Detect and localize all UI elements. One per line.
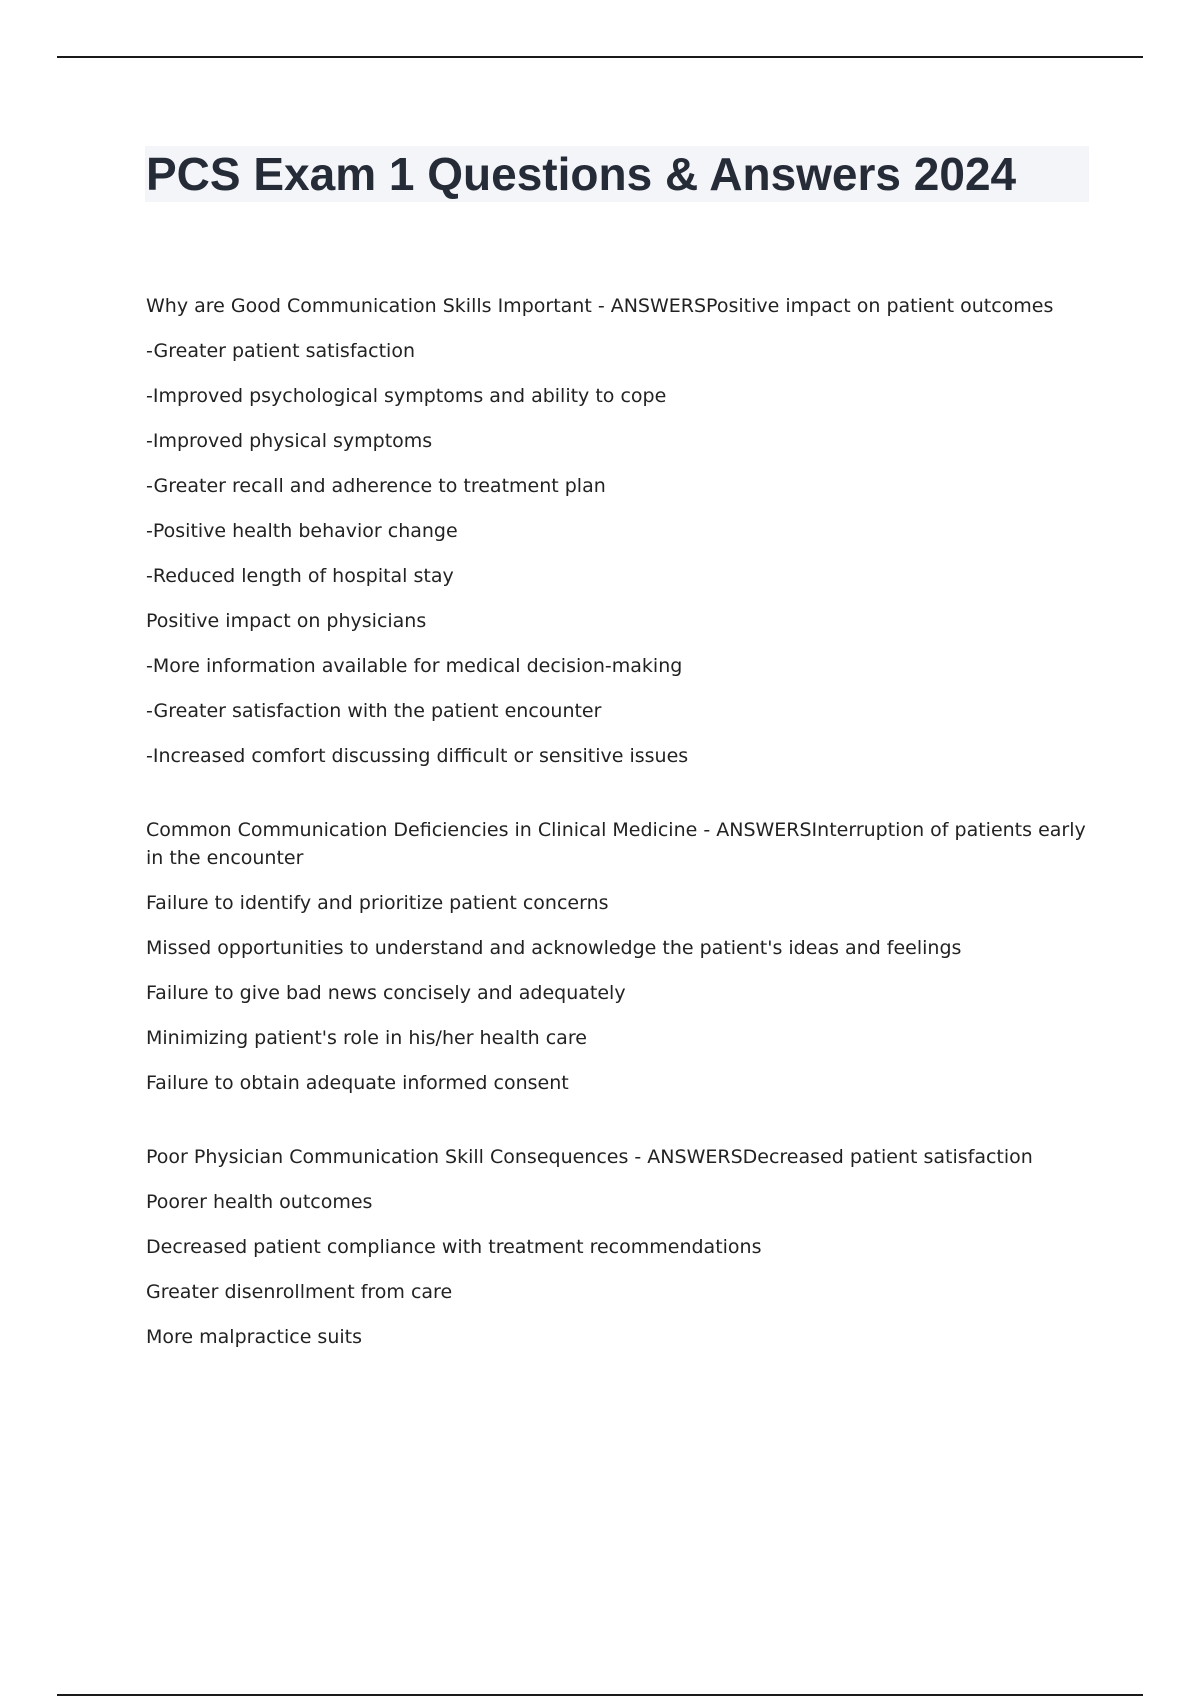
answer-line: -Greater patient satisfaction <box>146 340 415 362</box>
answer-line: -Greater recall and adherence to treatment plan <box>146 475 606 497</box>
bottom-rule <box>57 1694 1143 1696</box>
answer-line: -Greater satisfaction with the patient encounter <box>146 700 602 722</box>
top-rule <box>57 56 1143 58</box>
question-answer-line: Why are Good Communication Skills Important - ANSWERSPositive impact on patient outcomes <box>146 295 1054 317</box>
answer-line: Failure to identify and prioritize patient concerns <box>146 892 609 914</box>
document-title: PCS Exam 1 Questions & Answers 2024 <box>146 148 1017 200</box>
answer-line: Failure to obtain adequate informed consent <box>146 1072 569 1094</box>
section-poor-communication-consequences <box>146 1143 1086 1351</box>
answer-line: Failure to give bad news concisely and adequately <box>146 982 626 1004</box>
answer-line: Greater disenrollment from care <box>146 1281 453 1303</box>
answer-line: Positive impact on physicians <box>146 610 427 632</box>
answer-line: -Improved physical symptoms <box>146 430 433 452</box>
answer-line: Decreased patient compliance with treatment recommendations <box>146 1236 762 1258</box>
answer-line: Missed opportunities to understand and acknowledge the patient's ideas and feelings <box>146 937 962 959</box>
question-answer-line: Common Communication Deficiencies in Clinical Medicine - ANSWERSInterruption of patients early in the encounter <box>146 819 1086 869</box>
answer-line: Minimizing patient's role in his/her health care <box>146 1027 587 1049</box>
answer-line: -Increased comfort discussing difficult or sensitive issues <box>146 745 689 767</box>
answer-line: Poorer health outcomes <box>146 1191 373 1213</box>
document-body <box>146 292 1086 1397</box>
section-communication-deficiencies <box>146 816 1086 1097</box>
answer-line: -Positive health behavior change <box>146 520 458 542</box>
answer-line: -Improved psychological symptoms and ability to cope <box>146 385 667 407</box>
answer-line: -More information available for medical decision-making <box>146 655 683 677</box>
question-answer-line: Poor Physician Communication Skill Consequences - ANSWERSDecreased patient satisfaction <box>146 1146 1033 1168</box>
answer-line: More malpractice suits <box>146 1326 363 1348</box>
section-communication-importance <box>146 292 1086 770</box>
answer-line: -Reduced length of hospital stay <box>146 565 454 587</box>
